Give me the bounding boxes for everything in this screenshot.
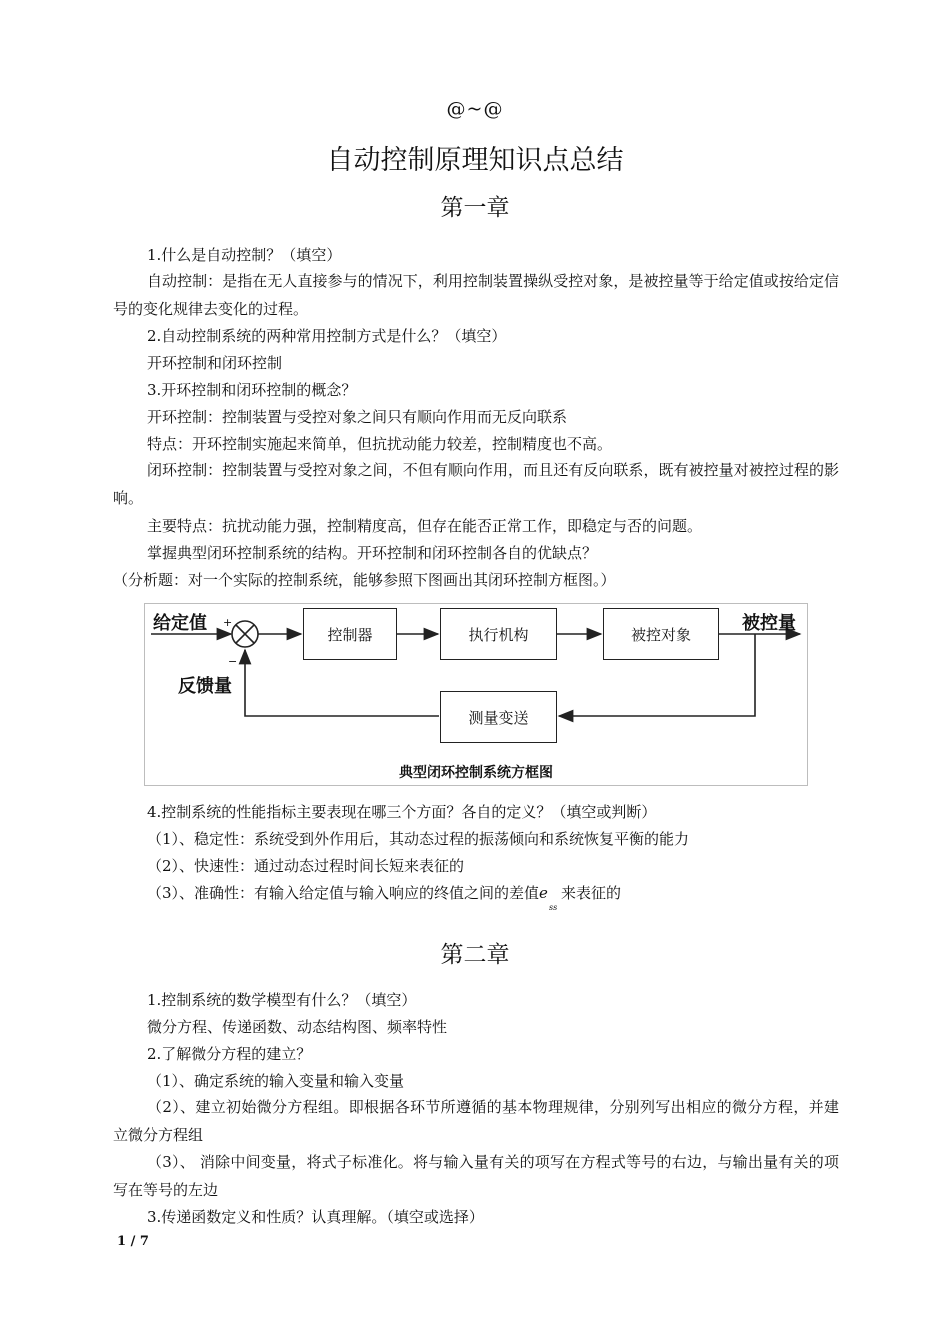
- ch2-question-1: 1.控制系统的数学模型有什么？（填空）: [147, 991, 417, 1009]
- ch1-question-3: 3.开环控制和闭环控制的概念？: [147, 381, 357, 399]
- accuracy-text-post: 来表征的: [561, 884, 622, 902]
- actuator-block: 执行机构: [440, 608, 557, 660]
- controller-block: 控制器: [303, 608, 397, 660]
- accuracy-text-pre: （3）、准确性：有输入给定值与输入响应的终值之间的差值: [147, 884, 540, 902]
- ch2-answer-1: 微分方程、传递函数、动态结构图、频率特性: [147, 1018, 448, 1036]
- chapter-2-title: 第二章: [440, 942, 510, 968]
- ch2-step-2: （2）、建立初始微分方程组。即根据各环节所遵循的基本物理规律，分别列写出相应的微分方程，并建立微分方程组: [113, 1098, 839, 1144]
- input-label: 给定值: [153, 613, 207, 634]
- ch1-master-note: 掌握典型闭环控制系统的结构。开环控制和闭环控制各自的优缺点？: [147, 544, 598, 562]
- minus-sign: −: [228, 655, 238, 668]
- ch1-question-4: 4.控制系统的性能指标主要表现在哪三个方面？各自的定义？（填空或判断）: [147, 803, 657, 821]
- feedback-label: 反馈量: [178, 676, 232, 697]
- header-logo: @~@: [446, 98, 504, 120]
- ch1-accuracy: [147, 883, 622, 912]
- diagram-caption: 典型闭环控制系统方框图: [399, 765, 553, 781]
- ch1-analysis-note: （分析题：对一个实际的控制系统，能够参照下图画出其闭环控制方框图。）: [113, 571, 616, 589]
- ch1-answer-2: 开环控制和闭环控制: [147, 354, 283, 372]
- ch1-closed-loop-definition: 闭环控制：控制装置与受控对象之间，不但有顺向作用，而且还有反向联系，既有被控量对被控过程的影响。: [113, 461, 839, 507]
- plus-sign: +: [223, 616, 233, 629]
- steady-state-error-symbol: e ss: [539, 884, 558, 912]
- ch2-question-3: 3.传递函数定义和性质？认真理解。（填空或选择）: [147, 1208, 484, 1226]
- sensor-block: 测量变送: [440, 691, 557, 743]
- ch1-question-1: 1.什么是自动控制？（填空）: [147, 246, 342, 264]
- ch1-closed-loop-feature: 主要特点：抗扰动能力强，控制精度高，但存在能否正常工作，即稳定与否的问题。: [147, 517, 703, 535]
- ch1-open-loop-feature: 特点：开环控制实施起来简单，但抗扰动能力较差，控制精度也不高。: [147, 435, 613, 453]
- chapter-1-title: 第一章: [440, 195, 510, 221]
- plant-block: 被控对象: [603, 608, 719, 660]
- closed-loop-block-diagram: [144, 603, 808, 786]
- ch1-speed: （2）、快速性：通过动态过程时间长短来表征的: [147, 857, 465, 875]
- ch2-step-1: （1）、确定系统的输入变量和输入变量: [147, 1072, 405, 1090]
- ch1-question-2: 2.自动控制系统的两种常用控制方式是什么？（填空）: [147, 327, 507, 345]
- ch2-step-3: （3）、 消除中间变量，将式子标准化。将与输入量有关的项写在方程式等号的右边，与输出量有关的项写在等号的左边: [113, 1153, 839, 1199]
- output-label: 被控量: [742, 613, 796, 634]
- ch1-answer-1: 自动控制：是指在无人直接参与的情况下，利用控制装置操纵受控对象，是被控量等于给定值或按给定信号的变化规律去变化的过程。: [113, 272, 839, 318]
- ch1-open-loop-definition: 开环控制：控制装置与受控对象之间只有顺向作用而无反向联系: [147, 408, 568, 426]
- document-title: 自动控制原理知识点总结: [326, 145, 624, 176]
- page-number: 1 / 7: [117, 1234, 149, 1249]
- ch2-question-2: 2.了解微分方程的建立？: [147, 1045, 312, 1063]
- ch1-stability: （1）、稳定性：系统受到外作用后，其动态过程的振荡倾向和系统恢复平衡的能力: [147, 830, 690, 848]
